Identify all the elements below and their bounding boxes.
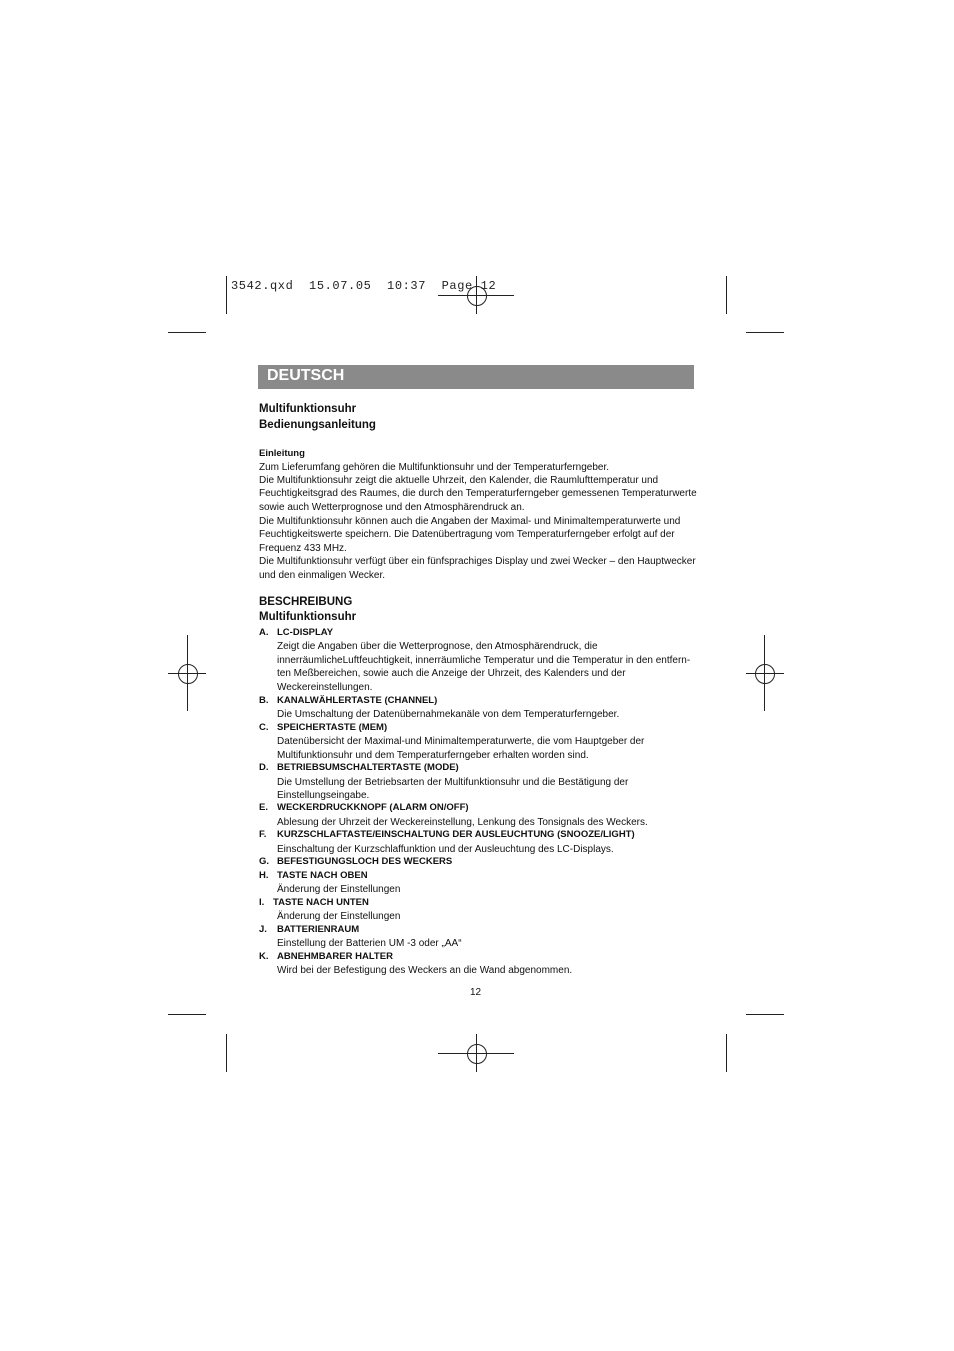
doc-title: Multifunktionsuhr xyxy=(259,403,357,415)
intro-line: Die Multifunktionsuhr können auch die Angaben der Maximal- und Minimaltemperaturwerte und xyxy=(259,516,681,527)
intro-heading: Einleitung xyxy=(259,448,305,459)
crop-mark xyxy=(726,1034,727,1072)
item-desc: Einstellungseingabe. xyxy=(277,790,370,801)
item-letter: I. xyxy=(259,897,265,908)
item-desc: Zeigt die Angaben über die Wetterprognose, den Atmosphärendruck, die xyxy=(277,641,598,652)
intro-line: Die Multifunktionsuhr zeigt die aktuelle Uhrzeit, den Kalender, die Raumlufttemperatur und xyxy=(259,475,659,486)
item-desc: Multifunktionsuhr und dem Temperaturferngeber erhalten worden sind. xyxy=(277,750,589,761)
intro-line: Zum Lieferumfang gehören die Multifunktionsuhr und der Temperaturferngeber. xyxy=(259,462,610,473)
item-desc: Die Umstellung der Betriebsarten der Multifunktionsuhr und die Bestätigung der xyxy=(277,777,629,788)
item-label: ABNEHMBARER HALTER xyxy=(277,951,393,962)
item-desc: Änderung der Einstellungen xyxy=(277,884,401,895)
doc-subtitle: Bedienungsanleitung xyxy=(259,419,376,431)
language-banner xyxy=(258,365,694,389)
item-letter: D. xyxy=(259,762,269,773)
crop-mark xyxy=(746,332,784,333)
item-desc: Datenübersicht der Maximal-und Minimaltemperaturwerte, die vom Hauptgeber der xyxy=(277,736,645,747)
item-letter: B. xyxy=(259,695,269,706)
language-label: DEUTSCH xyxy=(267,367,345,384)
item-label: BETRIEBSUMSCHALTERTASTE (MODE) xyxy=(277,762,459,773)
item-label: KANALWÄHLERTASTE (CHANNEL) xyxy=(277,695,438,706)
item-desc: Einstellung der Batterien UM -3 oder „AA“ xyxy=(277,938,462,949)
item-label: TASTE NACH UNTEN xyxy=(273,897,369,908)
page-number: 12 xyxy=(470,987,482,998)
item-label: LC-DISPLAY xyxy=(277,627,334,638)
registration-line xyxy=(187,635,188,711)
intro-line: sowie auch Wetterprognose und den Atmosphärendruck an. xyxy=(259,502,525,513)
item-label: SPEICHERTASTE (MEM) xyxy=(277,722,388,733)
item-desc: innerräumlicheLuftfeuchtigkeit, innerräumliche Temperatur und die Temperatur in den entfern- xyxy=(277,655,691,666)
item-label: BEFESTIGUNGSLOCH DES WECKERS xyxy=(277,856,453,867)
crop-mark xyxy=(226,1034,227,1072)
item-label: BATTERIENRAUM xyxy=(277,924,360,935)
item-desc: ten Meßbereichen, sowie auch die Anzeige der Uhrzeit, des Kalenders und der xyxy=(277,668,626,679)
item-desc: Einschaltung der Kurzschlaffunktion und der Ausleuchtung des LC-Displays. xyxy=(277,844,614,855)
registration-target xyxy=(178,664,198,684)
section-heading: BESCHREIBUNG xyxy=(259,596,353,608)
item-letter: C. xyxy=(259,722,269,733)
registration-line xyxy=(764,635,765,711)
registration-line xyxy=(746,673,784,674)
crop-mark xyxy=(168,332,206,333)
item-letter: F. xyxy=(259,829,267,840)
item-letter: E. xyxy=(259,802,268,813)
intro-line: Feuchtigkeitsgrad des Raumes, die durch den Temperaturferngeber gemessenen Temperaturwerte xyxy=(259,488,697,499)
item-letter: H. xyxy=(259,870,269,881)
item-label: TASTE NACH OBEN xyxy=(277,870,368,881)
item-letter: J. xyxy=(259,924,267,935)
item-letter: K. xyxy=(259,951,269,962)
item-label: KURZSCHLAFTASTE/EINSCHALTUNG DER AUSLEUCHTUNG (SNOOZE/LIGHT) xyxy=(277,829,635,840)
item-letter: A. xyxy=(259,627,269,638)
registration-target xyxy=(467,1044,487,1064)
intro-line: Frequenz 433 MHz. xyxy=(259,543,347,554)
intro-line: Die Multifunktionsuhr verfügt über ein fünfsprachiges Display und zwei Wecker – den Hauptwecker xyxy=(259,556,696,567)
crop-mark xyxy=(726,276,727,314)
item-desc: Wird bei der Befestigung des Weckers an die Wand abgenommen. xyxy=(277,965,573,976)
item-desc: Änderung der Einstellungen xyxy=(277,911,401,922)
item-desc: Ablesung der Uhrzeit der Weckereinstellung, Lenkung des Tonsignals des Weckers. xyxy=(277,817,648,828)
crop-mark xyxy=(226,276,227,314)
intro-line: und den einmaligen Wecker. xyxy=(259,570,386,581)
item-label: WECKERDRUCKKNOPF (ALARM ON/OFF) xyxy=(277,802,469,813)
registration-line xyxy=(476,1034,477,1072)
item-desc: Die Umschaltung der Datenübernahmekanäle von dem Temperaturferngeber. xyxy=(277,709,620,720)
crop-mark xyxy=(746,1014,784,1015)
crop-mark xyxy=(168,1014,206,1015)
print-slug: 3542.qxd 15.07.05 10:37 Page 12 xyxy=(231,279,497,293)
section-subheading: Multifunktionsuhr xyxy=(259,611,357,623)
intro-line: Feuchtigkeitswerte speichern. Die Datenübertragung vom Temperaturferngeber erfolgt auf der xyxy=(259,529,675,540)
item-desc: Weckereinstellungen. xyxy=(277,682,373,693)
registration-target xyxy=(755,664,775,684)
item-letter: G. xyxy=(259,856,270,867)
